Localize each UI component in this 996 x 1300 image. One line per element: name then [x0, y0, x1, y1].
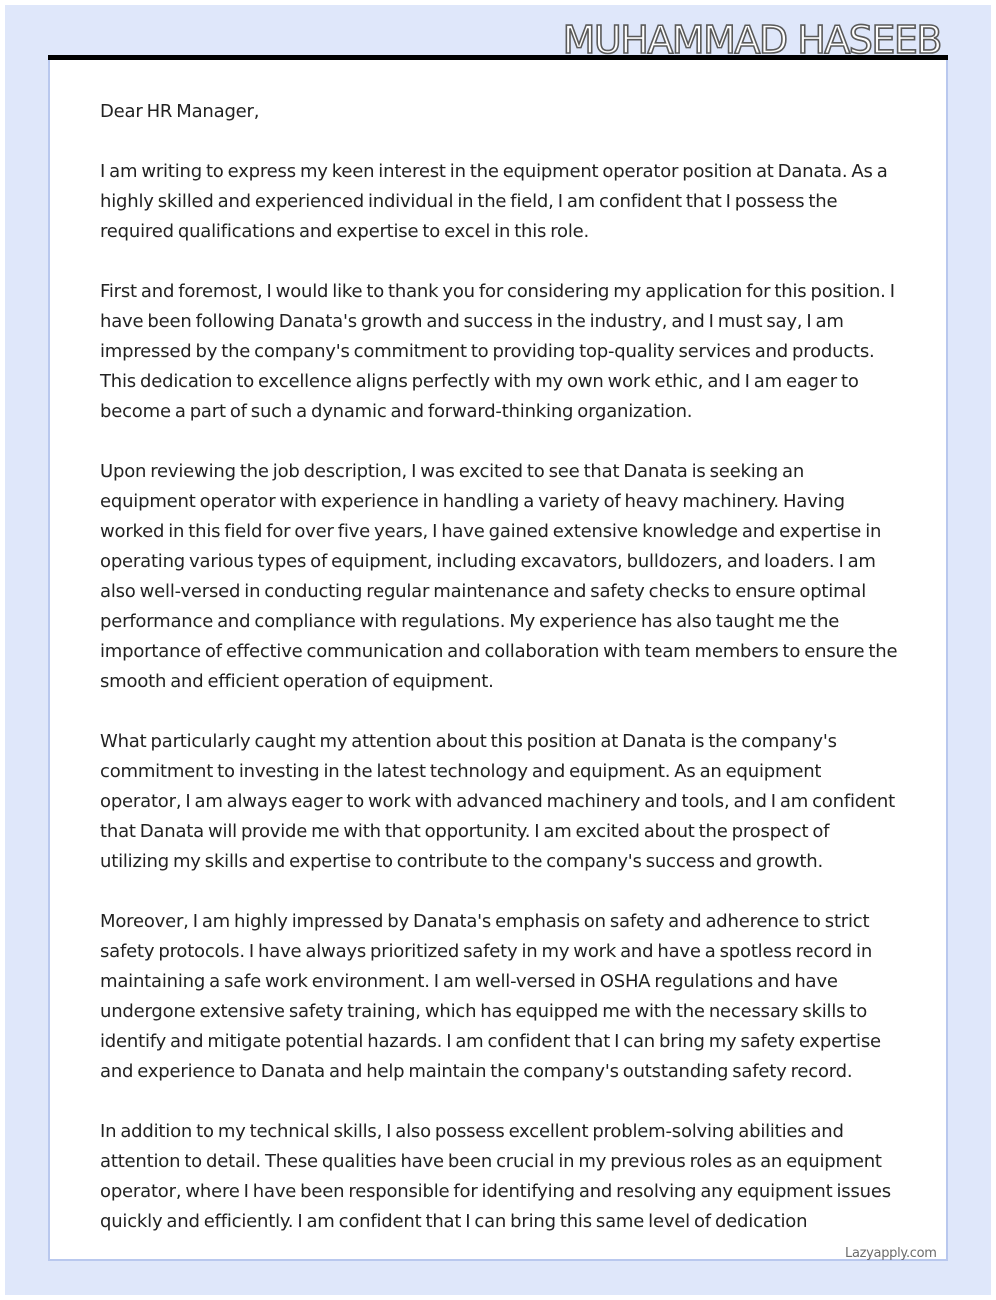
document-frame — [5, 5, 991, 1295]
paragraph-technology: What particularly caught my attention about this position at Danata is the company's commitment to investing in the latest technology and equipment. As an equipment operator, I am always eager to work with advanced machinery and tools, and I am confident that Danata will provide me with that opportunity. I am excited about the prospect of utilizing my skills and expertise to contribute to the company's success and growth. — [100, 731, 895, 872]
applicant-name: MUHAMMAD HASEEB — [562, 18, 941, 62]
paragraph-skills: In addition to my technical skills, I also possess excellent problem-solving abilities and attention to detail. These qualities have been crucial in my previous roles as an equipment operator, where I have been responsible for identifying and resolving any equipment issues quickly and efficiently. I am confident that I can bring this same level of dedication — [100, 1121, 891, 1232]
paragraph-experience: Upon reviewing the job description, I was excited to see that Danata is seeking an equipment operator with experience in handling a variety of heavy machinery. Having worked in this field for over five years, I have gained extensive knowledge and expertise in operating various types of equipment, including excavators, bulldozers, and loaders. I am also well-versed in conducting regular maintenance and safety checks to ensure optimal performance and compliance with regulations. My experience has also taught me the importance of effective communication and collaboration with team members to ensure the smooth and efficient operation of equipment. — [100, 461, 898, 692]
paragraph-thanks: First and foremost, I would like to thank you for considering my application for this position. I have been following Danata's growth and success in the industry, and I must say, I am impressed by the company's commitment to providing top-quality services and products. This dedication to excellence aligns perfectly with my own work ethic, and I am eager to become a part of such a dynamic and forward-thinking organization. — [100, 281, 895, 422]
paragraph-safety: Moreover, I am highly impressed by Danata's emphasis on safety and adherence to strict safety protocols. I have always prioritized safety in my work and have a spotless record in maintaining a safe work environment. I am well-versed in OSHA regulations and have undergone extensive safety training, which has equipped me with the necessary skills to identify and mitigate potential hazards. I am confident that I can bring my safety expertise and experience to Danata and help maintain the company's outstanding safety record. — [100, 911, 881, 1082]
cover-letter-body — [100, 97, 900, 1267]
salutation: Dear HR Manager, — [100, 101, 260, 122]
paragraph-intro: I am writing to express my keen interest in the equipment operator position at Danata. As a highly skilled and experienced individual in the field, I am confident that I possess the required qualifications and expertise to excel in this role. — [100, 161, 888, 242]
watermark-link[interactable]: Lazyapply.com — [845, 1246, 937, 1261]
